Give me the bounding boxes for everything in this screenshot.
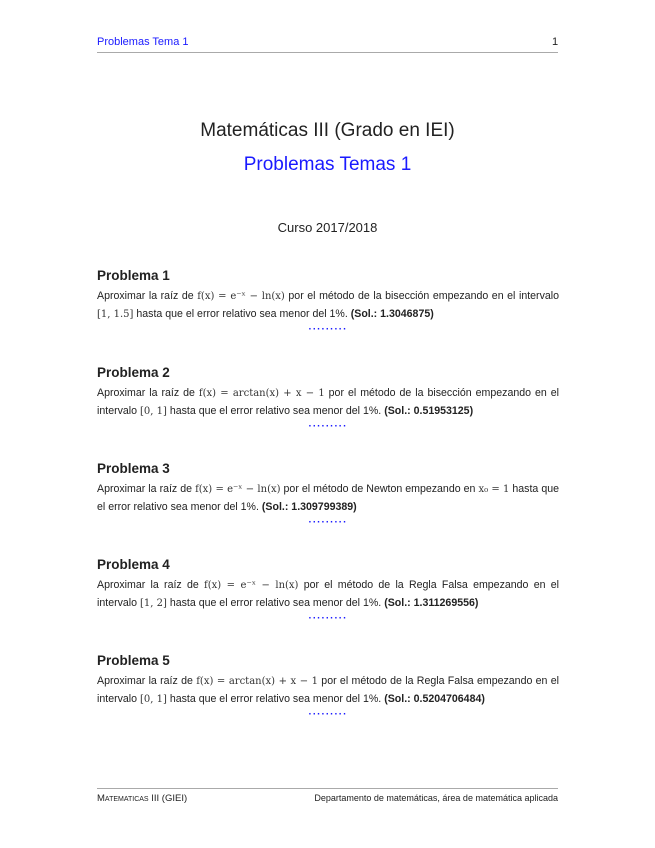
separator-dots: ········· — [308, 709, 348, 720]
function-formula: f(x) = arctan(x) + x − 1 — [196, 676, 318, 687]
statement-text: hasta que el error relativo sea menor del 1%. — [166, 692, 385, 705]
statement-text: Aproximar la raíz de — [97, 483, 196, 495]
interval-formula: [0, 1] — [140, 693, 167, 705]
function-formula: f(x) = e⁻ˣ − ln(x) — [204, 580, 299, 591]
separator-dots: ········· — [308, 421, 348, 432]
statement-text: hasta que el error relativo sea menor del 1%. — [166, 404, 385, 417]
problem-4 — [97, 557, 559, 626]
statement-text: por el método de la Regla Falsa empezando en el intervalo — [97, 675, 560, 705]
problem-statement — [97, 288, 559, 323]
statement-text: Aproximar la raíz de — [97, 387, 199, 399]
document-subtitle: Problemas Temas 1 — [243, 154, 412, 175]
statement-text: por el método de la Regla Falsa empezando en el intervalo — [97, 579, 559, 609]
statement-text: hasta que el error relativo sea menor del 1%. — [133, 307, 351, 320]
problem-statement — [97, 481, 559, 516]
separator-dots: ········· — [308, 324, 348, 335]
problem-statement — [97, 673, 559, 708]
problem-2 — [97, 365, 559, 434]
problem-heading: Problema 1 — [97, 268, 170, 283]
statement-text: Aproximar la raíz de — [97, 290, 198, 302]
interval-formula: [1, 1.5] — [97, 308, 134, 320]
problem-heading: Problema 3 — [97, 461, 170, 476]
footer-department: Departamento de matemáticas, área de matemática aplicada — [314, 793, 558, 803]
course-year: Curso 2017/2018 — [277, 220, 378, 235]
statement-text: por el método de la bisección empezando en el intervalo — [284, 290, 560, 302]
separator-dots: ········· — [308, 517, 348, 528]
problem-heading: Problema 5 — [97, 653, 170, 668]
function-formula: f(x) = arctan(x) + x − 1 — [198, 388, 325, 399]
statement-text: Aproximar la raíz de — [97, 675, 197, 687]
solution: (Sol.: 0.51953125) — [384, 404, 474, 417]
header-rule — [97, 52, 558, 53]
solution: (Sol.: 1.311269556) — [384, 596, 479, 609]
function-formula: f(x) = e⁻ˣ − ln(x) — [195, 484, 281, 495]
problem-5 — [97, 653, 559, 722]
document-title: Matemáticas III (Grado en IEI) — [200, 120, 455, 141]
footer-course: Matematicas III (GIEI) — [97, 793, 188, 804]
separator-dots: ········· — [308, 613, 348, 624]
problem-statement — [97, 577, 559, 612]
statement-text: hasta que el error relativo sea menor del 1%. — [166, 596, 385, 609]
problem-heading: Problema 2 — [97, 365, 170, 380]
problem-1 — [97, 268, 559, 337]
interval-formula: [1, 2] — [140, 597, 167, 609]
solution: (Sol.: 0.5204706484) — [384, 692, 485, 705]
statement-text: hasta que el error relativo sea menor del 1%. — [97, 483, 560, 513]
interval-formula: [0, 1] — [140, 405, 167, 417]
footer-rule — [97, 788, 558, 789]
statement-text: Aproximar la raíz de — [97, 579, 205, 591]
running-header-title: Problemas Tema 1 — [97, 36, 189, 48]
problem-heading: Problema 4 — [97, 557, 170, 572]
solution: (Sol.: 1.309799389) — [261, 500, 357, 513]
interval-formula: x₀ = 1 — [478, 484, 510, 495]
solution: (Sol.: 1.3046875) — [350, 307, 434, 320]
problem-statement — [97, 385, 559, 420]
statement-text: por el método de la bisección empezando en el intervalo — [97, 387, 560, 417]
statement-text: por el método de Newton empezando en — [280, 483, 479, 495]
function-formula: f(x) = e⁻ˣ − ln(x) — [197, 291, 285, 302]
problem-3 — [97, 461, 559, 530]
page-number: 1 — [552, 36, 559, 48]
